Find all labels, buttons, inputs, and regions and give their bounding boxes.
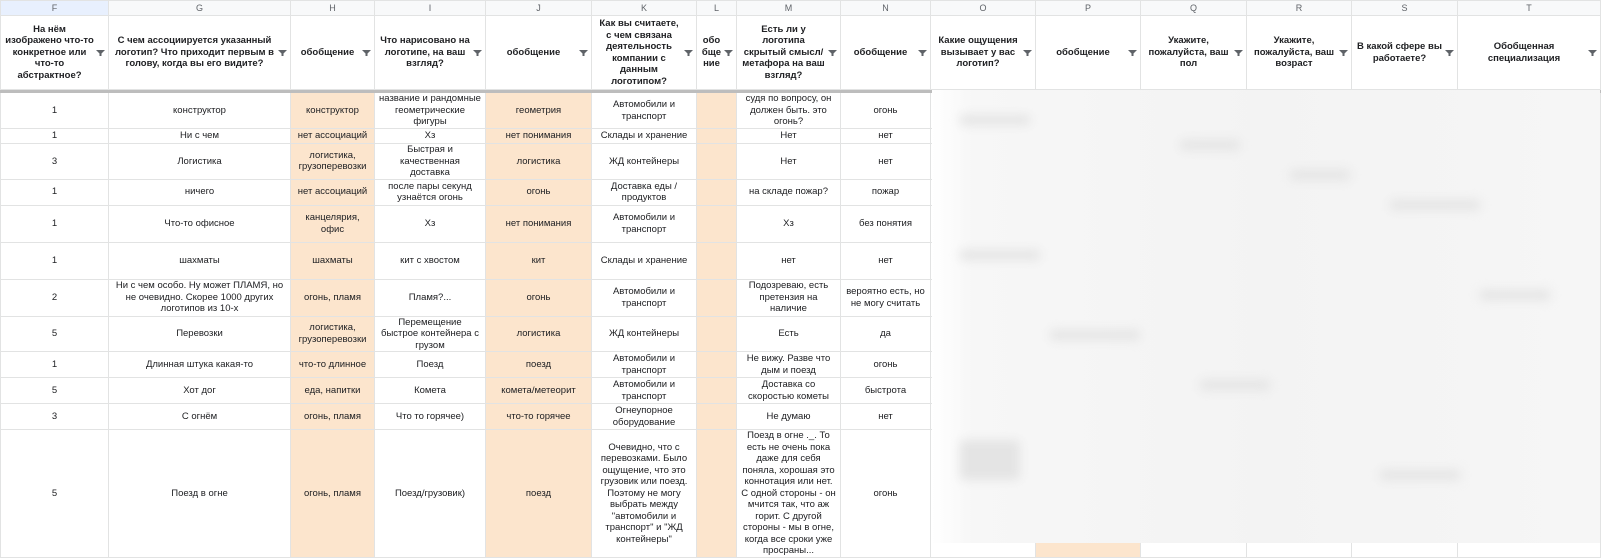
table-cell[interactable]: Автомобили и транспорт <box>592 279 697 316</box>
table-cell[interactable]: ЖД контейнеры <box>592 316 697 352</box>
table-cell[interactable]: нет <box>841 242 931 279</box>
table-cell[interactable]: конструктор <box>291 93 375 129</box>
redacted-smudge <box>960 250 1040 260</box>
redacted-smudge <box>1390 200 1480 210</box>
column-letter-f[interactable]: F <box>1 1 109 16</box>
table-cell[interactable]: вероятно есть, но не могу считать <box>841 279 931 316</box>
table-cell[interactable]: Не вижу. Разве что дым и поезд <box>737 352 841 378</box>
filter-icon[interactable] <box>278 50 287 56</box>
table-cell[interactable]: огонь <box>486 279 592 316</box>
header-cell-n[interactable] <box>841 16 931 90</box>
table-cell[interactable]: шахматы <box>291 242 375 279</box>
column-letter-m[interactable]: M <box>737 1 841 16</box>
table-cell[interactable]: логистика <box>486 316 592 352</box>
header-cell-r[interactable] <box>1247 16 1352 90</box>
table-cell[interactable]: пожар <box>841 179 931 205</box>
header-cell-o[interactable] <box>931 16 1036 90</box>
table-cell[interactable]: Ни с чем особо. Ну может ПЛАМЯ, но не очевидно. Скорее 1000 других логотипов из 10-х <box>109 279 291 316</box>
redacted-smudge <box>960 440 1020 480</box>
header-text: Какие ощущения вызывает у вас логотип? <box>938 35 1018 70</box>
table-cell[interactable]: конструктор <box>109 93 291 129</box>
table-cell[interactable]: что-то длинное <box>291 352 375 378</box>
table-cell[interactable]: огонь <box>841 352 931 378</box>
table-cell[interactable]: Логистика <box>109 144 291 180</box>
table-cell[interactable]: 5 <box>1 378 109 404</box>
table-cell[interactable]: Хз <box>737 205 841 242</box>
filter-icon[interactable] <box>828 50 837 56</box>
filter-icon[interactable] <box>918 50 927 56</box>
redacted-smudge <box>1290 170 1350 180</box>
table-cell[interactable] <box>697 404 737 430</box>
table-cell[interactable]: Перевозки <box>109 316 291 352</box>
table-cell[interactable]: шахматы <box>109 242 291 279</box>
header-cell-l[interactable] <box>697 16 737 90</box>
header-text: обобщение <box>300 46 355 58</box>
table-cell[interactable]: огонь, пламя <box>291 430 375 558</box>
table-cell[interactable]: Что-то офисное <box>109 205 291 242</box>
table-cell[interactable]: Поезд <box>375 352 486 378</box>
table-cell[interactable]: Перемещение быстрое контейнера с грузом <box>375 316 486 352</box>
table-cell[interactable]: Есть <box>737 316 841 352</box>
redacted-smudge <box>1050 330 1140 340</box>
filter-icon[interactable] <box>1339 50 1348 56</box>
filter-icon[interactable] <box>684 50 693 56</box>
table-cell[interactable]: 5 <box>1 316 109 352</box>
header-text: С чем ассоциируется указанный логотип? Что приходит первым в голову, когда вы его видите? <box>115 35 274 70</box>
table-cell[interactable]: еда, напитки <box>291 378 375 404</box>
table-cell[interactable]: огонь, пламя <box>291 279 375 316</box>
table-cell[interactable]: огонь, пламя <box>291 404 375 430</box>
table-cell[interactable]: судя по вопросу, он должен быть. это огонь? <box>737 93 841 129</box>
header-text: обобщение <box>506 46 561 58</box>
filter-icon[interactable] <box>1128 50 1137 56</box>
table-cell[interactable]: 1 <box>1 352 109 378</box>
table-cell[interactable]: 1 <box>1 242 109 279</box>
table-cell[interactable]: логистика, грузоперевозки <box>291 144 375 180</box>
table-cell[interactable]: логистика, грузоперевозки <box>291 316 375 352</box>
header-text: Что нарисовано на логотипе, на ваш взгляд? <box>380 35 470 70</box>
redacted-smudge <box>1380 470 1460 480</box>
table-cell[interactable]: 1 <box>1 93 109 129</box>
column-letter-o[interactable]: O <box>931 1 1036 16</box>
table-cell[interactable]: геометрия <box>486 93 592 129</box>
table-cell[interactable]: нет <box>841 404 931 430</box>
table-cell[interactable] <box>697 205 737 242</box>
table-cell[interactable] <box>697 352 737 378</box>
table-cell[interactable] <box>697 93 737 129</box>
column-letter-q[interactable]: Q <box>1141 1 1247 16</box>
table-cell[interactable]: логистика <box>486 144 592 180</box>
table-cell[interactable]: 5 <box>1 430 109 558</box>
redacted-smudge <box>1180 140 1240 150</box>
table-cell[interactable]: да <box>841 316 931 352</box>
table-cell[interactable]: кит <box>486 242 592 279</box>
header-cell-q[interactable] <box>1141 16 1247 90</box>
table-cell[interactable]: кит с хвостом <box>375 242 486 279</box>
filter-icon[interactable] <box>579 50 588 56</box>
table-cell[interactable]: Поезд в огне <box>109 430 291 558</box>
table-cell[interactable]: Подозреваю, есть претензия на наличие <box>737 279 841 316</box>
table-cell[interactable]: комета/метеорит <box>486 378 592 404</box>
table-cell[interactable]: на складе пожар? <box>737 179 841 205</box>
table-cell[interactable]: что-то горячее <box>486 404 592 430</box>
table-cell[interactable]: Доставка еды / продуктов <box>592 179 697 205</box>
table-cell[interactable]: Ни с чем <box>109 129 291 144</box>
header-cell-f[interactable] <box>1 16 109 90</box>
table-cell[interactable] <box>697 316 737 352</box>
table-cell[interactable]: Хз <box>375 129 486 144</box>
table-cell[interactable] <box>697 179 737 205</box>
header-cell-m[interactable] <box>737 16 841 90</box>
table-cell[interactable]: 1 <box>1 179 109 205</box>
filter-icon[interactable] <box>362 50 371 56</box>
table-cell[interactable]: нет понимания <box>486 129 592 144</box>
column-letter-k[interactable]: K <box>592 1 697 16</box>
table-cell[interactable]: поезд <box>486 352 592 378</box>
header-text: В какой сфере вы работаете? <box>1357 41 1442 64</box>
table-cell[interactable]: ничего <box>109 179 291 205</box>
table-cell[interactable]: быстрота <box>841 378 931 404</box>
header-cell-g[interactable] <box>109 16 291 90</box>
table-cell[interactable]: Комета <box>375 378 486 404</box>
filter-icon[interactable] <box>1445 50 1454 56</box>
column-letter-l[interactable]: L <box>697 1 737 16</box>
header-text: Укажите, пожалуйста, ваш пол <box>1148 35 1229 70</box>
table-cell[interactable]: 2 <box>1 279 109 316</box>
filter-icon[interactable] <box>96 50 105 56</box>
column-letter-n[interactable]: N <box>841 1 931 16</box>
table-cell[interactable]: Пламя?... <box>375 279 486 316</box>
table-cell[interactable]: поезд <box>486 430 592 558</box>
table-cell[interactable]: ЖД контейнеры <box>592 144 697 180</box>
table-cell[interactable]: нет <box>841 129 931 144</box>
table-cell[interactable]: 3 <box>1 144 109 180</box>
header-cell-s[interactable] <box>1352 16 1458 90</box>
table-cell[interactable]: Хз <box>375 205 486 242</box>
table-cell[interactable]: Очевидно, что с перевозками. Было ощущение, что это грузовик или поезд. Поэтому не могу выбрать между "автомобили и транспорт" и "ЖД контейнеры" <box>592 430 697 558</box>
table-cell[interactable]: нет <box>841 144 931 180</box>
header-text: Обобщенная специализация <box>1487 41 1561 64</box>
table-cell[interactable]: Не думаю <box>737 404 841 430</box>
header-cell-t[interactable] <box>1458 16 1601 90</box>
filter-icon[interactable] <box>1023 50 1032 56</box>
table-cell[interactable]: огонь <box>486 179 592 205</box>
table-cell[interactable]: Автомобили и транспорт <box>592 205 697 242</box>
table-cell[interactable]: Склады и хранение <box>592 242 697 279</box>
table-cell[interactable]: без понятия <box>841 205 931 242</box>
table-cell[interactable]: нет <box>737 242 841 279</box>
column-letter-t[interactable]: T <box>1458 1 1601 16</box>
header-text: На нём изображено что-то конкретное или что-то абстрактное? <box>5 23 94 81</box>
table-cell[interactable]: Длинная штука какая-то <box>109 352 291 378</box>
column-letter-s[interactable]: S <box>1352 1 1458 16</box>
header-text: Как вы считаете, с чем связана деятельность компании с данным логотипом? <box>599 18 679 87</box>
table-cell[interactable]: Быстрая и качественная доставка <box>375 144 486 180</box>
filter-icon[interactable] <box>473 50 482 56</box>
redacted-smudge <box>960 115 1030 125</box>
table-cell[interactable]: Поезд в огне ._. То есть не очень пока даже для себя поняла, хорошая это коннотация или нет. С одной стороны - он мчится так, что аж горит. С другой стороны - мы в огне, когда все сроки уже просраны... <box>737 430 841 558</box>
table-cell[interactable]: название и рандомные геометрические фигуры <box>375 93 486 129</box>
column-letter-g[interactable]: G <box>109 1 291 16</box>
filter-icon[interactable] <box>724 50 733 56</box>
table-cell[interactable] <box>697 430 737 558</box>
table-cell[interactable]: Нет <box>737 129 841 144</box>
table-cell[interactable]: 1 <box>1 129 109 144</box>
header-text: обобщение <box>1056 46 1110 58</box>
redacted-smudge <box>1200 380 1270 390</box>
table-cell[interactable]: Автомобили и транспорт <box>592 378 697 404</box>
filter-icon[interactable] <box>1588 50 1597 56</box>
table-cell[interactable]: после пары секунд узнаётся огонь <box>375 179 486 205</box>
table-cell[interactable]: нет понимания <box>486 205 592 242</box>
table-cell[interactable]: 3 <box>1 404 109 430</box>
redacted-smudge <box>1480 290 1550 300</box>
table-cell[interactable]: Поезд/грузовик) <box>375 430 486 558</box>
table-cell[interactable]: Что то горячее) <box>375 404 486 430</box>
header-text: обобщение <box>853 46 908 58</box>
header-cell-k[interactable] <box>592 16 697 90</box>
table-cell[interactable] <box>697 279 737 316</box>
table-cell[interactable]: Нет <box>737 144 841 180</box>
header-text: Есть ли у логотипа скрытый смысл/метафора на ваш взгляд? <box>742 23 825 81</box>
column-letter-j[interactable]: J <box>486 1 592 16</box>
redacted-area <box>932 90 1600 543</box>
column-letter-h[interactable]: H <box>291 1 375 16</box>
table-cell[interactable]: нет ассоциаций <box>291 129 375 144</box>
table-cell[interactable]: Склады и хранение <box>592 129 697 144</box>
table-cell[interactable]: канцелярия, офис <box>291 205 375 242</box>
table-cell[interactable] <box>697 378 737 404</box>
column-letter-i[interactable]: I <box>375 1 486 16</box>
table-cell[interactable]: огонь <box>841 430 931 558</box>
header-cell-i[interactable] <box>375 16 486 90</box>
table-cell[interactable] <box>697 144 737 180</box>
table-cell[interactable]: Хот дог <box>109 378 291 404</box>
column-letter-p[interactable]: P <box>1036 1 1141 16</box>
header-cell-h[interactable] <box>291 16 375 90</box>
column-letter-r[interactable]: R <box>1247 1 1352 16</box>
table-cell[interactable]: нет ассоциаций <box>291 179 375 205</box>
table-cell[interactable]: огонь <box>841 93 931 129</box>
header-cell-j[interactable] <box>486 16 592 90</box>
table-cell[interactable]: Автомобили и транспорт <box>592 93 697 129</box>
header-text: обо бще ние <box>701 35 722 70</box>
table-cell[interactable]: Доставка со скоростью кометы <box>737 378 841 404</box>
table-cell[interactable] <box>697 129 737 144</box>
table-cell[interactable]: Автомобили и транспорт <box>592 352 697 378</box>
table-cell[interactable]: Огнеупорное оборудование <box>592 404 697 430</box>
header-cell-p[interactable] <box>1036 16 1141 90</box>
table-cell[interactable]: С огнём <box>109 404 291 430</box>
table-cell[interactable]: 1 <box>1 205 109 242</box>
filter-icon[interactable] <box>1234 50 1243 56</box>
table-cell[interactable] <box>697 242 737 279</box>
header-text: Укажите, пожалуйста, ваш возраст <box>1254 35 1334 70</box>
